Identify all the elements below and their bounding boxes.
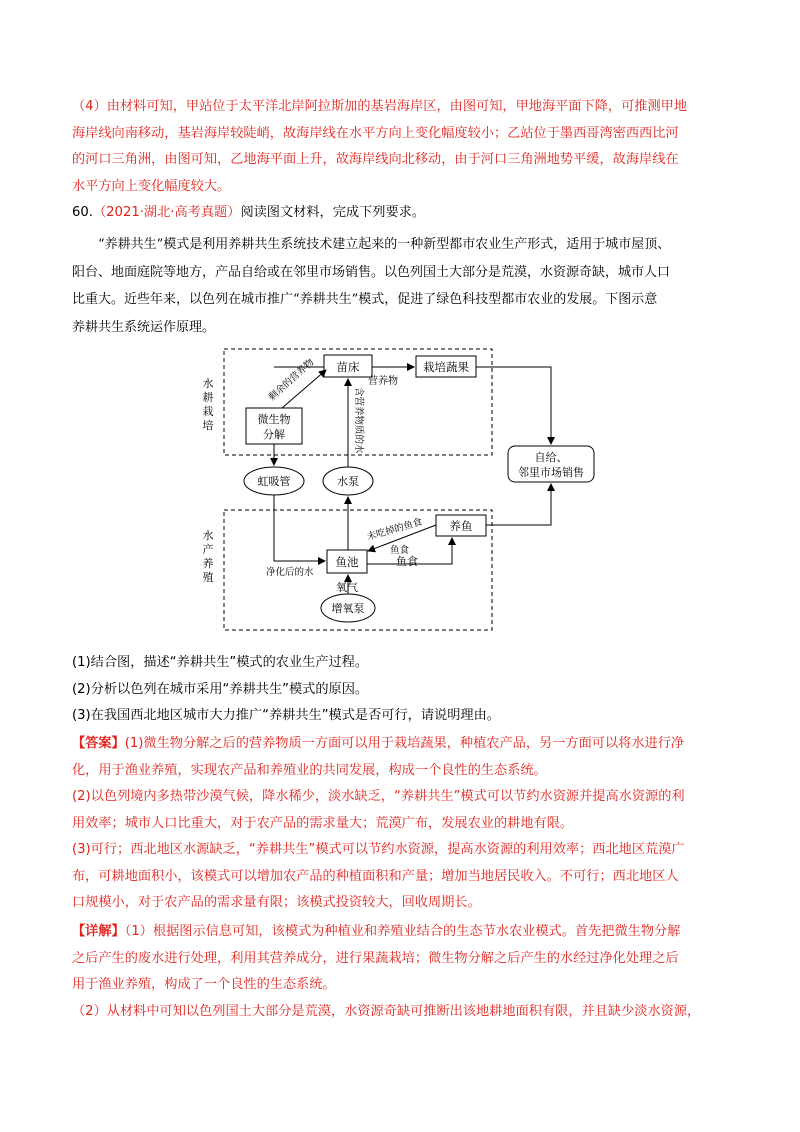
- label-oxygen: 氧气: [336, 581, 358, 594]
- answer-part1-line: 化，用于渔业养殖，实现农产品和养殖业的共同发展，构成一个良性的生态系统。: [72, 762, 547, 778]
- vegetables-label: 栽培蔬果: [423, 360, 469, 374]
- section4-line: 海岸线向南移动，基岩海岸较陡峭，故海岸线在水平方向上变化幅度较小；乙站位于墨西哥湾密西西比河: [72, 125, 679, 141]
- detail-line: 之后产生的废水进行处理，利用其营养成分，进行果蔬栽培；微生物分解之后产生的水经过净化处理之后: [72, 950, 679, 966]
- answer-part3-line: (3)可行；西北地区水源缺乏，“养耕共生”模式可以节约水资源，提高水资源的利用效率；西北地区荒漠广: [72, 842, 685, 857]
- fishpond-label: 鱼池: [335, 555, 359, 569]
- answer-part3-line: 布，可耕地面积小，该模式可以增加农产品的种植面积和产量；增加当地居民收入。不可行；西北地区人: [72, 868, 679, 884]
- market-label-1: 自给、: [534, 451, 568, 464]
- detail-line: 用于渔业养殖，构成了一个良性的生态系统。: [72, 977, 336, 992]
- group-label-hydroponic: [203, 376, 214, 432]
- sub-question-3: (3)在我国西北地区城市大力推广“养耕共生”模式是否可行，请说明理由。: [72, 708, 500, 723]
- material-line: 养耕共生系统运作原理。: [72, 319, 216, 335]
- answer-part2-line: (2)以色列境内多热带沙漠气候，降水稀少，淡水缺乏，“养耕共生”模式可以节约水资源并提高水资源的利: [72, 789, 685, 804]
- market-label-2: 邻里市场销售: [518, 466, 584, 479]
- label-fish-feed-2: 鱼食: [396, 555, 418, 568]
- question-number: 60.: [72, 205, 93, 220]
- microbe-label-1: 微生物: [257, 413, 291, 426]
- section4-text: [72, 94, 732, 200]
- material-line: “养耕共生”模式是利用养耕共生系统技术建立起来的一种新型都市农业生产形式，适用于城市屋顶、: [98, 237, 671, 252]
- label-nutrients: 营养物: [368, 376, 398, 387]
- label-residual-nutrients: 剩余的营养物: [266, 356, 317, 404]
- detail-block: [72, 919, 732, 1025]
- group-label-hydroponic-char: 水: [202, 377, 214, 390]
- question-material: [72, 231, 732, 341]
- group-label-aquaculture-char: 养: [202, 557, 214, 570]
- aquaponics-diagram: [190, 343, 610, 633]
- material-line: 阳台、地面庭院等地方，产品自给或在邻里市场销售。以色列国土大部分是荒漠，水资源奇缺，城市人口: [72, 264, 671, 280]
- section4-line: 的河口三角洲，由图可知，乙地海平面上升，故海岸线向北移动，由于河口三角洲地势平缓，故海岸线在: [72, 152, 679, 167]
- answer-tag: 【答案】: [72, 736, 125, 751]
- label-fish-feed-1: 鱼食: [390, 545, 410, 556]
- group-label-aquaculture-char: 产: [202, 543, 214, 556]
- arrow-fish-to-market: [486, 484, 551, 525]
- detail-line: （2）从材料中可知以色列国土大部分是荒漠，水资源奇缺可推断出该地耕地面积有限，并且缺少淡水资源，: [72, 1003, 701, 1019]
- label-uneaten-feed: 未吃掉的鱼食: [365, 516, 424, 543]
- answer-part1-line: (1)微生物分解之后的营养物质一方面可以用于栽培蔬果，种植农产品，另一方面可以将水进行净: [124, 736, 685, 751]
- sub-question-2: (2)分析以色列在城市采用“养耕共生”模式的原因。: [72, 681, 369, 697]
- detail-tag: 【详解】: [72, 924, 125, 939]
- arrow-siphon-to-fishpond: [274, 495, 325, 561]
- group-label-hydroponic-char: 培: [202, 419, 214, 432]
- arrow-vegetables-to-market: [476, 367, 551, 444]
- label-purified-water: 净化后的水: [266, 567, 314, 578]
- siphon-label: 虹吸管: [257, 475, 291, 488]
- question-instruction: 阅读图文材料，完成下列要求。: [240, 205, 426, 220]
- answer-part3-line: 口规模小，对于农产品的需求量有限；该模式投资较大，回收周期长。: [72, 895, 481, 910]
- group-label-aquaculture: [203, 528, 214, 584]
- detail-line: （1）根据图示信息可知，该模式为种植业和养殖业结合的生态节水农业模式。首先把微生物分解: [124, 924, 681, 939]
- section4-line: 水平方向上变化幅度较大。: [72, 178, 231, 194]
- group-label-aquaculture-char: 殖: [202, 571, 214, 584]
- answer-part2-line: 用效率；城市人口比重大，对于农产品的需求量大；荒漠广布，发展农业的耕地有限。: [72, 815, 574, 831]
- group-label-hydroponic-char: 栽: [202, 405, 214, 418]
- fish-label: 养鱼: [449, 519, 473, 533]
- question-header: [72, 200, 732, 227]
- pump-label: 水泵: [337, 475, 359, 488]
- seedbed-label: 苗床: [336, 360, 360, 374]
- answer-block: [72, 731, 732, 917]
- section4-line: （4）由材料可知，甲站位于太平洋北岸阿拉斯加的基岩海岸区，由图可知，甲地海平面下降，可推测甲地: [72, 99, 688, 114]
- question-source: （2021·湖北·高考真题）: [92, 205, 241, 220]
- sub-question-1: (1)结合图，描述“养耕共生”模式的农业生产过程。: [72, 655, 369, 670]
- microbe-label-2: 分解: [263, 428, 285, 441]
- label-water-with-nutrients: 含营养物质的水: [353, 387, 364, 454]
- sub-questions: [72, 650, 732, 730]
- group-label-hydroponic-char: 耕: [202, 391, 214, 404]
- material-line: 比重大。近些年来，以色列在城市推广“养耕共生”模式，促进了绿色科技型都市农业的发展。下图示意: [72, 292, 658, 307]
- group-label-aquaculture-char: 水: [202, 529, 214, 542]
- aerator-label: 增氧泵: [331, 602, 365, 615]
